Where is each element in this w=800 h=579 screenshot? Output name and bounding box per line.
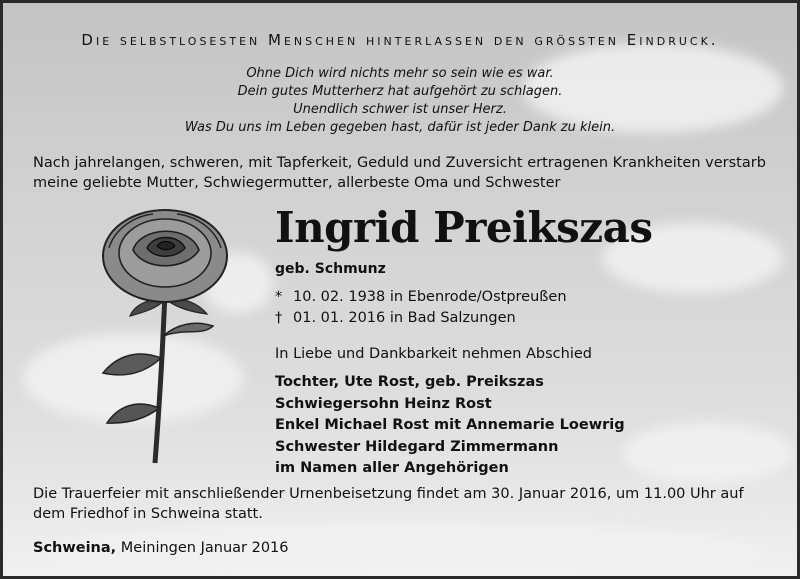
birth-line (275, 287, 567, 308)
birth-date: 10. 02. 1938 in Ebenrode/Ostpreußen (293, 289, 567, 305)
death-symbol: † (275, 310, 283, 326)
poem-line: Ohne Dich wird nichts mehr so sein wie es war. (246, 66, 554, 81)
death-date: 01. 01. 2016 in Bad Salzungen (293, 310, 516, 326)
mourner-line: Enkel Michael Rost mit Annemarie Loewrig (275, 417, 625, 433)
signoff-place: Schweina, (33, 540, 117, 556)
mourners-list (275, 372, 625, 480)
mourner-line: Schwiegersohn Heinz Rost (275, 395, 492, 412)
poem (3, 65, 797, 137)
farewell-text: In Liebe und Dankbarkeit nehmen Abschied (275, 346, 592, 362)
signoff (33, 540, 289, 556)
maiden-name: geb. Schmunz (275, 261, 386, 277)
mourner-line: Tochter, Ute Rost, geb. Preikszas (275, 374, 544, 390)
signoff-rest: Meiningen Januar 2016 (120, 540, 289, 556)
life-dates (275, 287, 567, 329)
mourner-line: im Namen aller Angehörigen (275, 460, 509, 476)
poem-line: Unendlich schwer ist unser Herz. (293, 102, 507, 117)
intro-text: Nach jahrelangen, schweren, mit Tapferkeit, Geduld und Zuversicht ertragenen Krankheiten verstarb meine geliebte Mutter, Schwiegermutter, allerbeste Oma und Schwester (33, 155, 766, 191)
deceased-name: Ingrid Preikszas (275, 203, 653, 252)
service-info: Die Trauerfeier mit anschließender Urnenbeisetzung findet am 30. Januar 2016, um 11.00 Uhr auf dem Friedhof in Schweina statt. (33, 486, 744, 522)
poem-line: Dein gutes Mutterherz hat aufgehört zu schlagen. (237, 84, 563, 99)
birth-symbol: * (275, 289, 283, 305)
mourner-line: Schwester Hildegard Zimmermann (275, 438, 559, 455)
death-line (275, 308, 567, 329)
poem-line: Was Du uns im Leben gegeben hast, dafür ist jeder Dank zu klein. (184, 120, 616, 135)
rose-icon (95, 208, 245, 473)
motto-heading: Die selbstlosesten Menschen hinterlassen den grössten Eindruck. (81, 31, 719, 49)
